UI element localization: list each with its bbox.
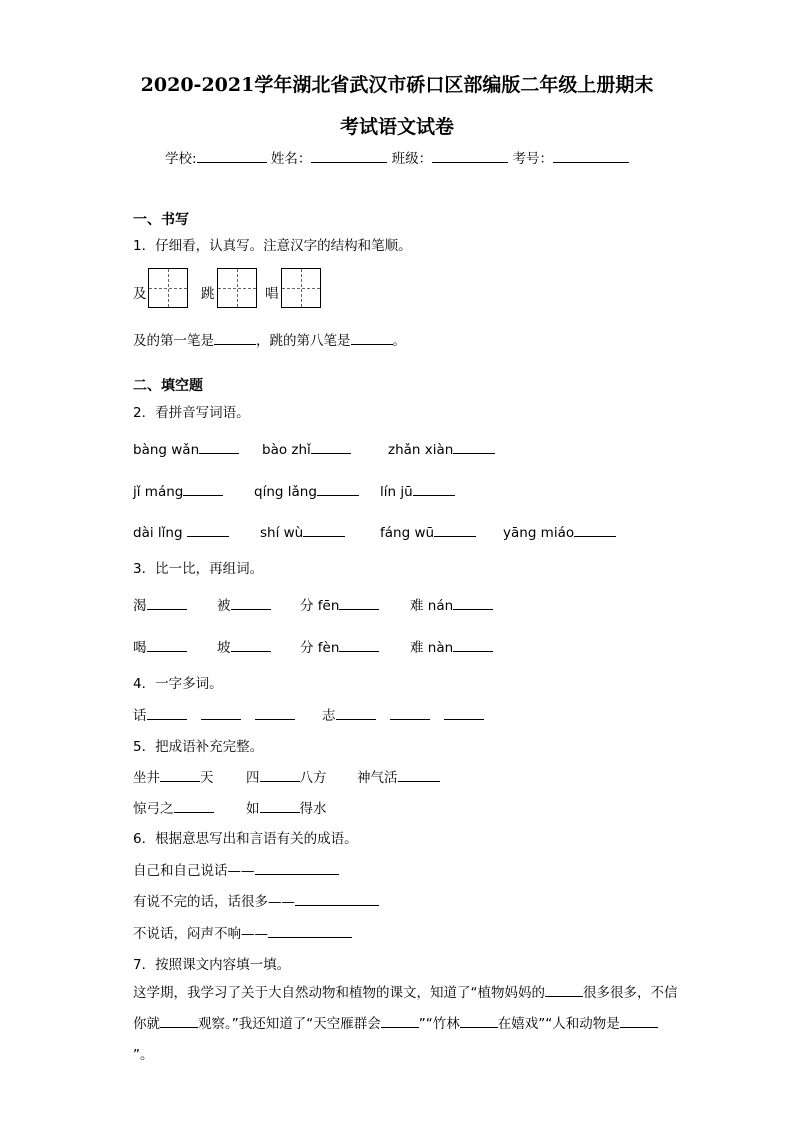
idiom-meaning-item: 自己和自己说话——: [133, 859, 339, 879]
answer-blank[interactable]: [160, 767, 200, 782]
idiom-item: 如 得水: [246, 797, 327, 817]
question-3-prompt: 3．比一比，再组词。: [133, 561, 264, 577]
question-2-prompt: 2．看拼音写词语。: [133, 405, 250, 421]
compare-item: 分 fēn: [300, 594, 379, 614]
page-title: 2020-2021学年湖北省武汉市硚口区部编版二年级上册期末: [140, 74, 654, 96]
writing-grid-tiao[interactable]: [217, 268, 257, 308]
answer-blank[interactable]: [231, 595, 271, 610]
pinyin-item: fáng wū: [380, 522, 476, 541]
pinyin-item: lín jū: [380, 481, 455, 500]
answer-blank[interactable]: [147, 637, 187, 652]
answer-blank[interactable]: [147, 595, 187, 610]
answer-blank[interactable]: [214, 330, 256, 345]
section-heading-writing: 一、书写: [133, 212, 189, 228]
section-heading-fill: 二、填空题: [133, 378, 203, 394]
compare-item: 难 nàn: [410, 636, 493, 656]
answer-blank[interactable]: [201, 705, 241, 720]
compare-item: 被: [217, 594, 271, 614]
answer-blank[interactable]: [444, 705, 484, 720]
answer-blank[interactable]: [147, 705, 187, 720]
school-label: 学校:: [165, 151, 197, 167]
multi-word-row: [133, 704, 295, 724]
page-title-line2: 考试语文试卷: [339, 116, 454, 138]
name-label: 姓名：: [270, 151, 312, 167]
idiom-meaning-item: 不说话，闷声不响——: [133, 922, 352, 942]
answer-blank[interactable]: [453, 595, 493, 610]
multi-word-char: 话: [133, 708, 147, 724]
answer-blank[interactable]: [620, 1013, 658, 1028]
answer-blank[interactable]: [260, 798, 300, 813]
pinyin-item: yāng miáo: [503, 522, 616, 541]
question-7-prompt: 7．按照课文内容填一填。: [133, 957, 291, 973]
answer-blank[interactable]: [231, 637, 271, 652]
writing-grid-ji[interactable]: [148, 268, 188, 308]
answer-blank[interactable]: [381, 1013, 419, 1028]
pinyin-item: dài lǐng: [133, 522, 229, 541]
answer-blank[interactable]: [183, 481, 223, 496]
number-label: 考号：: [512, 151, 553, 167]
idiom-item: 坐井 天: [133, 766, 214, 786]
question-4-prompt: 4．一字多词。: [133, 676, 223, 692]
compare-item: 坡: [217, 636, 271, 656]
writing-grid-chang[interactable]: [281, 268, 321, 308]
compare-item: 渴: [133, 594, 187, 614]
answer-blank[interactable]: [453, 439, 495, 454]
idiom-item: 惊弓之: [133, 797, 214, 817]
pinyin-item: qíng lǎng: [254, 481, 359, 500]
pinyin-item: bào zhǐ: [262, 439, 351, 458]
answer-blank[interactable]: [317, 481, 359, 496]
question-5-prompt: 5．把成语补充完整。: [133, 739, 264, 755]
stroke-text-b: ，跳的第八笔是: [256, 333, 351, 349]
pinyin-item: jǐ máng: [133, 481, 223, 500]
school-field[interactable]: [197, 148, 267, 163]
class-field[interactable]: [432, 148, 508, 163]
answer-blank[interactable]: [303, 522, 345, 537]
char-label-ji: 及: [133, 286, 147, 302]
stroke-text-end: 。: [392, 333, 406, 349]
question-6-prompt: 6．根据意思写出和言语有关的成语。: [133, 831, 358, 847]
pinyin-item: bàng wǎn: [133, 439, 239, 458]
idiom-item: 神气活: [357, 766, 440, 786]
answer-blank[interactable]: [434, 522, 476, 537]
answer-blank[interactable]: [339, 637, 379, 652]
answer-blank[interactable]: [545, 982, 583, 997]
idiom-meaning-item: 有说不完的话，话很多——: [133, 890, 379, 910]
answer-blank[interactable]: [311, 439, 351, 454]
multi-word-row: [322, 704, 484, 724]
answer-blank[interactable]: [255, 705, 295, 720]
stroke-text-a: 及的第一笔是: [133, 333, 214, 349]
compare-item: 难 nán: [410, 594, 493, 614]
answer-blank[interactable]: [339, 595, 379, 610]
stroke-order-question: [133, 329, 406, 349]
answer-blank[interactable]: [268, 923, 352, 938]
answer-blank[interactable]: [187, 522, 229, 537]
answer-blank[interactable]: [199, 439, 239, 454]
answer-blank[interactable]: [413, 481, 455, 496]
answer-blank[interactable]: [160, 1013, 198, 1028]
question-1-prompt: 1．仔细看，认真写。注意汉字的结构和笔顺。: [133, 238, 412, 254]
answer-blank[interactable]: [260, 767, 300, 782]
answer-blank[interactable]: [255, 860, 339, 875]
answer-blank[interactable]: [295, 891, 379, 906]
compare-item: 分 fèn: [300, 636, 379, 656]
student-info-line: [165, 147, 629, 167]
answer-blank[interactable]: [453, 637, 493, 652]
answer-blank[interactable]: [390, 705, 430, 720]
answer-blank[interactable]: [460, 1013, 498, 1028]
answer-blank[interactable]: [398, 767, 440, 782]
char-label-tiao: 跳: [201, 286, 215, 302]
question-7-passage: 这学期，我学习了关于大自然动物和植物的课文，知道了“植物妈妈的 很多很多，不信你就 观察。”我还知道了“天空雁群会 ”“竹林 在嬉戏”“人和动物是”。: [133, 978, 678, 1071]
class-label: 班级：: [391, 151, 433, 167]
number-field[interactable]: [553, 148, 629, 163]
answer-blank[interactable]: [574, 522, 616, 537]
name-field[interactable]: [311, 148, 387, 163]
compare-item: 喝: [133, 636, 187, 656]
pinyin-item: zhǎn xiàn: [388, 439, 495, 458]
idiom-item: 四 八方: [246, 766, 327, 786]
answer-blank[interactable]: [336, 705, 376, 720]
answer-blank[interactable]: [174, 798, 214, 813]
answer-blank[interactable]: [351, 330, 393, 345]
char-label-chang: 唱: [265, 286, 279, 302]
multi-word-char: 志: [322, 708, 336, 724]
pinyin-item: shí wù: [260, 522, 345, 541]
